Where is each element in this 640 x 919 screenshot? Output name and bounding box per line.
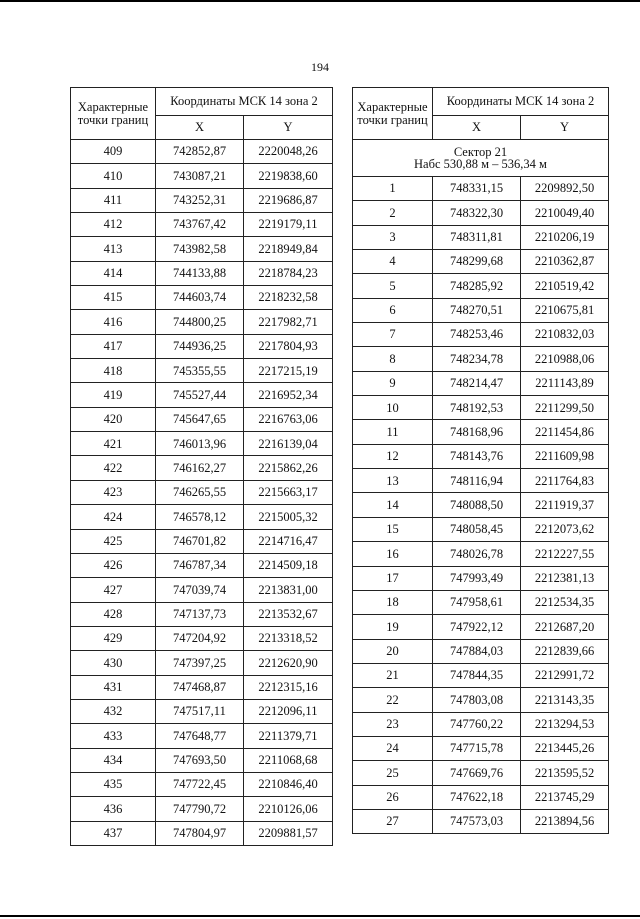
x-cell: 747958,61 — [433, 590, 521, 614]
point-cell: 414 — [71, 261, 156, 285]
right-coordinates-table — [352, 87, 609, 834]
table-row — [353, 615, 609, 639]
x-cell: 746265,55 — [156, 480, 244, 504]
point-cell: 409 — [71, 140, 156, 164]
y-cell: 2213143,35 — [521, 688, 609, 712]
y-cell: 2218232,58 — [244, 286, 333, 310]
y-cell: 2214509,18 — [244, 553, 333, 577]
y-cell: 2210675,81 — [521, 298, 609, 322]
table-row — [71, 772, 333, 796]
point-cell: 420 — [71, 407, 156, 431]
header-points: Характерные точки границ — [353, 88, 433, 140]
x-cell: 746013,96 — [156, 432, 244, 456]
table-row — [71, 602, 333, 626]
x-cell: 744603,74 — [156, 286, 244, 310]
table-row — [353, 444, 609, 468]
header-points: Характерные точки границ — [71, 88, 156, 140]
header-x: X — [156, 116, 244, 140]
table-row — [353, 736, 609, 760]
x-cell: 747722,45 — [156, 772, 244, 796]
table-row — [353, 809, 609, 833]
y-cell: 2210846,40 — [244, 772, 333, 796]
table-row — [353, 590, 609, 614]
point-cell: 433 — [71, 724, 156, 748]
x-cell: 742852,87 — [156, 140, 244, 164]
point-cell: 428 — [71, 602, 156, 626]
y-cell: 2212991,72 — [521, 663, 609, 687]
header-coordinates: Координаты МСК 14 зона 2 — [433, 88, 609, 116]
table-row — [71, 140, 333, 164]
y-cell: 2211379,71 — [244, 724, 333, 748]
sector-title: Сектор 21 — [453, 144, 508, 159]
y-cell: 2216952,34 — [244, 383, 333, 407]
point-cell: 412 — [71, 213, 156, 237]
table-row — [71, 164, 333, 188]
point-cell: 416 — [71, 310, 156, 334]
y-cell: 2209892,50 — [521, 177, 609, 201]
y-cell: 2211143,89 — [521, 371, 609, 395]
x-cell: 744936,25 — [156, 334, 244, 358]
table-row — [353, 201, 609, 225]
point-cell: 426 — [71, 553, 156, 577]
point-cell: 9 — [353, 371, 433, 395]
x-cell: 747884,03 — [433, 639, 521, 663]
x-cell: 747993,49 — [433, 566, 521, 590]
x-cell: 743767,42 — [156, 213, 244, 237]
table-row — [353, 688, 609, 712]
table-row — [353, 323, 609, 347]
header-x: X — [433, 116, 521, 140]
x-cell: 748311,81 — [433, 225, 521, 249]
y-cell: 2211764,83 — [521, 469, 609, 493]
point-cell: 411 — [71, 188, 156, 212]
point-cell: 422 — [71, 456, 156, 480]
x-cell: 747137,73 — [156, 602, 244, 626]
y-cell: 2210832,03 — [521, 323, 609, 347]
point-cell: 3 — [353, 225, 433, 249]
table-row — [71, 505, 333, 529]
x-cell: 747693,50 — [156, 748, 244, 772]
point-cell: 19 — [353, 615, 433, 639]
point-cell: 417 — [71, 334, 156, 358]
y-cell: 2212687,20 — [521, 615, 609, 639]
point-cell: 23 — [353, 712, 433, 736]
point-cell: 435 — [71, 772, 156, 796]
x-cell: 747760,22 — [433, 712, 521, 736]
table-row — [353, 639, 609, 663]
point-cell: 421 — [71, 432, 156, 456]
table-row — [353, 712, 609, 736]
table-row — [71, 286, 333, 310]
sector-heading — [353, 140, 609, 177]
table-row — [71, 359, 333, 383]
x-cell: 748285,92 — [433, 274, 521, 298]
y-cell: 2216763,06 — [244, 407, 333, 431]
y-cell: 2210362,87 — [521, 250, 609, 274]
x-cell: 747922,12 — [433, 615, 521, 639]
y-cell: 2219179,11 — [244, 213, 333, 237]
table-row — [353, 517, 609, 541]
y-cell: 2217215,19 — [244, 359, 333, 383]
y-cell: 2213532,67 — [244, 602, 333, 626]
y-cell: 2210206,19 — [521, 225, 609, 249]
table-row — [71, 626, 333, 650]
point-cell: 17 — [353, 566, 433, 590]
table-row — [353, 493, 609, 517]
y-cell: 2212073,62 — [521, 517, 609, 541]
table-row — [71, 383, 333, 407]
table-row — [71, 334, 333, 358]
x-cell: 745355,55 — [156, 359, 244, 383]
y-cell: 2212227,55 — [521, 542, 609, 566]
y-cell: 2212839,66 — [521, 639, 609, 663]
x-cell: 748253,46 — [433, 323, 521, 347]
point-cell: 21 — [353, 663, 433, 687]
y-cell: 2216139,04 — [244, 432, 333, 456]
y-cell: 2219686,87 — [244, 188, 333, 212]
point-cell: 24 — [353, 736, 433, 760]
point-cell: 425 — [71, 529, 156, 553]
x-cell: 748168,96 — [433, 420, 521, 444]
x-cell: 747517,11 — [156, 699, 244, 723]
x-cell: 748331,15 — [433, 177, 521, 201]
table-row — [353, 396, 609, 420]
x-cell: 747804,97 — [156, 821, 244, 845]
x-cell: 747039,74 — [156, 578, 244, 602]
page-number: 194 — [311, 60, 329, 74]
table-row — [353, 177, 609, 201]
point-cell: 12 — [353, 444, 433, 468]
x-cell: 748299,68 — [433, 250, 521, 274]
table-row — [71, 797, 333, 821]
point-cell: 13 — [353, 469, 433, 493]
x-cell: 747669,76 — [433, 761, 521, 785]
x-cell: 748116,94 — [433, 469, 521, 493]
x-cell: 748026,78 — [433, 542, 521, 566]
table-row — [353, 566, 609, 590]
point-cell: 5 — [353, 274, 433, 298]
x-cell: 748143,76 — [433, 444, 521, 468]
x-cell: 748214,47 — [433, 371, 521, 395]
y-cell: 2212315,16 — [244, 675, 333, 699]
x-cell: 747648,77 — [156, 724, 244, 748]
point-cell: 410 — [71, 164, 156, 188]
point-cell: 25 — [353, 761, 433, 785]
point-cell: 15 — [353, 517, 433, 541]
table-row — [353, 542, 609, 566]
y-cell: 2213745,29 — [521, 785, 609, 809]
y-cell: 2212534,35 — [521, 590, 609, 614]
table-row — [353, 347, 609, 371]
point-cell: 424 — [71, 505, 156, 529]
y-cell: 2212096,11 — [244, 699, 333, 723]
point-cell: 2 — [353, 201, 433, 225]
point-cell: 18 — [353, 590, 433, 614]
table-row — [71, 748, 333, 772]
y-cell: 2217982,71 — [244, 310, 333, 334]
x-cell: 747204,92 — [156, 626, 244, 650]
x-cell: 748192,53 — [433, 396, 521, 420]
point-cell: 20 — [353, 639, 433, 663]
y-cell: 2211609,98 — [521, 444, 609, 468]
y-cell: 2218949,84 — [244, 237, 333, 261]
y-cell: 2210988,06 — [521, 347, 609, 371]
x-cell: 746701,82 — [156, 529, 244, 553]
x-cell: 744133,88 — [156, 261, 244, 285]
table-row — [71, 237, 333, 261]
x-cell: 748234,78 — [433, 347, 521, 371]
table-row — [71, 651, 333, 675]
y-cell: 2211299,50 — [521, 396, 609, 420]
table-row — [353, 663, 609, 687]
point-cell: 436 — [71, 797, 156, 821]
x-cell: 748322,30 — [433, 201, 521, 225]
table-row — [353, 469, 609, 493]
point-cell: 6 — [353, 298, 433, 322]
x-cell: 743087,21 — [156, 164, 244, 188]
point-cell: 419 — [71, 383, 156, 407]
y-cell: 2215862,26 — [244, 456, 333, 480]
y-cell: 2213831,00 — [244, 578, 333, 602]
table-row — [71, 553, 333, 577]
x-cell: 745527,44 — [156, 383, 244, 407]
x-cell: 745647,65 — [156, 407, 244, 431]
y-cell: 2213595,52 — [521, 761, 609, 785]
y-cell: 2210126,06 — [244, 797, 333, 821]
sector-subtitle: Набс 530,88 м – 536,34 м — [414, 157, 547, 171]
y-cell: 2210049,40 — [521, 201, 609, 225]
table-row — [71, 699, 333, 723]
y-cell: 2218784,23 — [244, 261, 333, 285]
y-cell: 2220048,26 — [244, 140, 333, 164]
y-cell: 2219838,60 — [244, 164, 333, 188]
y-cell: 2209881,57 — [244, 821, 333, 845]
table-row — [353, 298, 609, 322]
y-cell: 2211068,68 — [244, 748, 333, 772]
point-cell: 14 — [353, 493, 433, 517]
point-cell: 423 — [71, 480, 156, 504]
x-cell: 746578,12 — [156, 505, 244, 529]
table-row — [71, 724, 333, 748]
y-cell: 2213294,53 — [521, 712, 609, 736]
x-cell: 747468,87 — [156, 675, 244, 699]
table-row — [71, 188, 333, 212]
left-coordinates-table — [70, 87, 333, 846]
x-cell: 744800,25 — [156, 310, 244, 334]
x-cell: 747790,72 — [156, 797, 244, 821]
table-row — [71, 407, 333, 431]
header-y: Y — [521, 116, 609, 140]
x-cell: 747622,18 — [433, 785, 521, 809]
x-cell: 747573,03 — [433, 809, 521, 833]
point-cell: 7 — [353, 323, 433, 347]
y-cell: 2211919,37 — [521, 493, 609, 517]
y-cell: 2213318,52 — [244, 626, 333, 650]
x-cell: 747844,35 — [433, 663, 521, 687]
point-cell: 4 — [353, 250, 433, 274]
point-cell: 430 — [71, 651, 156, 675]
y-cell: 2214716,47 — [244, 529, 333, 553]
table-row — [71, 310, 333, 334]
table-row — [353, 785, 609, 809]
point-cell: 27 — [353, 809, 433, 833]
point-cell: 1 — [353, 177, 433, 201]
y-cell: 2211454,86 — [521, 420, 609, 444]
table-row — [353, 371, 609, 395]
x-cell: 747715,78 — [433, 736, 521, 760]
x-cell: 743982,58 — [156, 237, 244, 261]
table-row — [71, 213, 333, 237]
x-cell: 748088,50 — [433, 493, 521, 517]
table-row — [71, 261, 333, 285]
y-cell: 2212381,13 — [521, 566, 609, 590]
table-row — [71, 456, 333, 480]
y-cell: 2215663,17 — [244, 480, 333, 504]
x-cell: 748058,45 — [433, 517, 521, 541]
header-y: Y — [244, 116, 333, 140]
table-row — [353, 420, 609, 444]
point-cell: 432 — [71, 699, 156, 723]
table-row — [353, 225, 609, 249]
point-cell: 434 — [71, 748, 156, 772]
table-row — [71, 821, 333, 845]
y-cell: 2217804,93 — [244, 334, 333, 358]
x-cell: 747397,25 — [156, 651, 244, 675]
point-cell: 415 — [71, 286, 156, 310]
point-cell: 11 — [353, 420, 433, 444]
point-cell: 418 — [71, 359, 156, 383]
table-row — [71, 432, 333, 456]
x-cell: 746162,27 — [156, 456, 244, 480]
point-cell: 16 — [353, 542, 433, 566]
point-cell: 427 — [71, 578, 156, 602]
y-cell: 2210519,42 — [521, 274, 609, 298]
table-row — [71, 480, 333, 504]
y-cell: 2213445,26 — [521, 736, 609, 760]
x-cell: 743252,31 — [156, 188, 244, 212]
y-cell: 2215005,32 — [244, 505, 333, 529]
x-cell: 748270,51 — [433, 298, 521, 322]
y-cell: 2212620,90 — [244, 651, 333, 675]
table-row — [71, 578, 333, 602]
point-cell: 10 — [353, 396, 433, 420]
table-row — [353, 274, 609, 298]
point-cell: 8 — [353, 347, 433, 371]
y-cell: 2213894,56 — [521, 809, 609, 833]
point-cell: 413 — [71, 237, 156, 261]
x-cell: 747803,08 — [433, 688, 521, 712]
point-cell: 437 — [71, 821, 156, 845]
point-cell: 431 — [71, 675, 156, 699]
table-row — [71, 675, 333, 699]
table-row — [353, 250, 609, 274]
point-cell: 22 — [353, 688, 433, 712]
point-cell: 26 — [353, 785, 433, 809]
table-row — [353, 761, 609, 785]
table-row — [71, 529, 333, 553]
header-coordinates: Координаты МСК 14 зона 2 — [156, 88, 333, 116]
point-cell: 429 — [71, 626, 156, 650]
x-cell: 746787,34 — [156, 553, 244, 577]
